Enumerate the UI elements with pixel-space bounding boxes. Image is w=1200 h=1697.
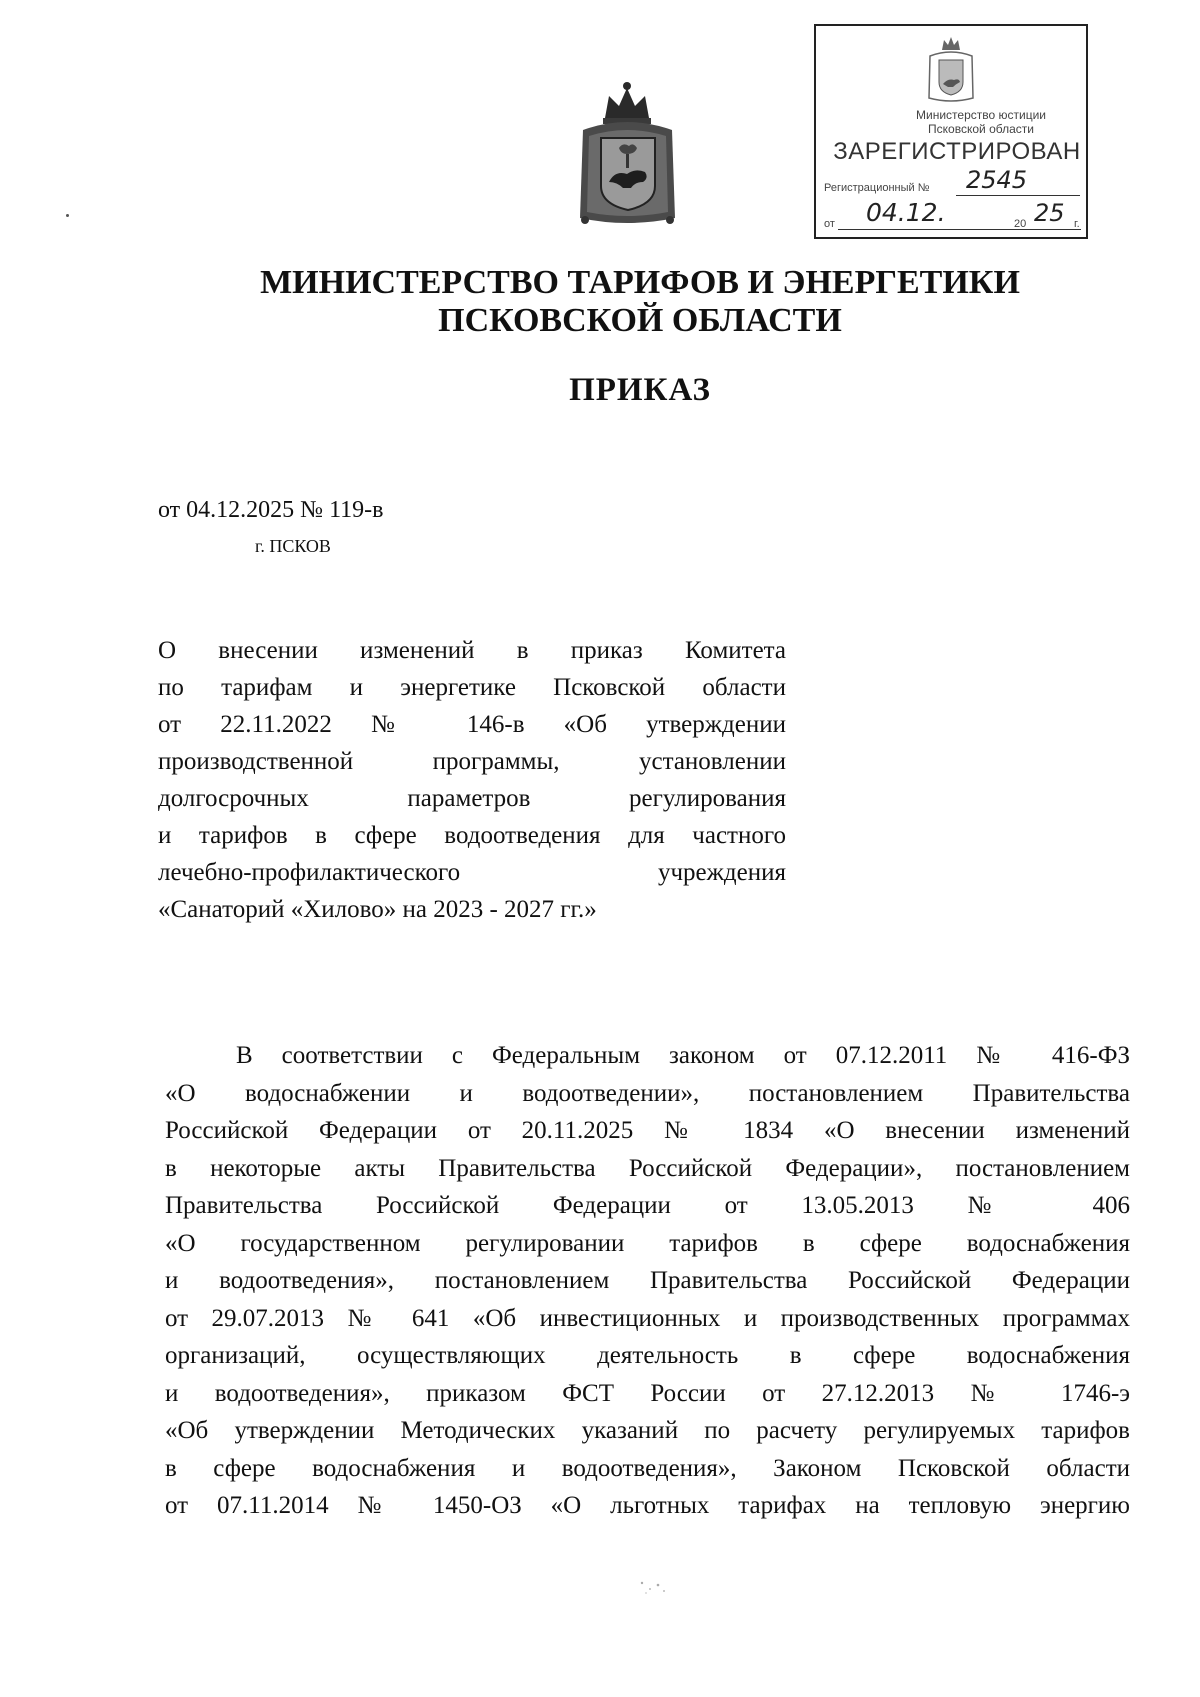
ministry-line-2: ПСКОВСКОЙ ОБЛАСТИ	[438, 302, 842, 339]
subject-line: от 22.11.2022 № 146-в «Об утверждении	[158, 711, 786, 738]
subject-line: О внесении изменений в приказ Комитета	[158, 637, 786, 664]
body-line: В соответствии с Федеральным законом от 07.12.2011 № 416-ФЗ	[236, 1042, 1130, 1069]
ministry-line-1: МИНИСТЕРСТВО ТАРИФОВ И ЭНЕРГЕТИКИ	[260, 264, 1020, 301]
body-line: в некоторые акты Правительства Российской Федерации», постановлением	[165, 1154, 1130, 1182]
subject-line: долгосрочных параметров регулирования	[158, 785, 786, 812]
stamp-status: ЗАРЕГИСТРИРОВАН	[833, 138, 1081, 165]
subject-line: по тарифам и энергетике Псковской области	[158, 674, 786, 701]
body-line: Правительства Российской Федерации от 13.05.2013 № 406	[165, 1192, 1130, 1219]
scan-smudge	[630, 1575, 680, 1600]
body-line: в сфере водоснабжения и водоотведения», Законом Псковской области	[165, 1454, 1130, 1482]
body-line: «Об утверждении Методических указаний по расчету регулируемых тарифов	[165, 1417, 1130, 1444]
stamp-underline	[838, 229, 1081, 230]
stamp-year-prefix: 20	[1014, 218, 1027, 230]
body-line: «О государственном регулировании тарифов в сфере водоснабжения	[165, 1229, 1130, 1257]
body-line: «О водоснабжении и водоотведении», постановлением Правительства	[165, 1079, 1130, 1107]
body-line: и водоотведения», приказом ФСТ России от 27.12.2013 № 1746-э	[165, 1379, 1130, 1407]
body-line: организаций, осуществляющих деятельность в сфере водоснабжения	[165, 1342, 1130, 1369]
subject-line: «Санаторий «Хилово» на 2023 - 2027 гг.»	[158, 896, 597, 923]
order-subject	[158, 632, 786, 928]
body-line: от 07.11.2014 № 1450-ОЗ «О льготных тарифах на тепловую энергию	[165, 1492, 1130, 1519]
stamp-year-unit: г.	[1074, 218, 1080, 230]
pskov-coat-of-arms-icon	[575, 78, 680, 228]
stamp-from-label: от	[824, 218, 835, 230]
stamp-date: 04.12.	[866, 198, 946, 227]
body-line: и водоотведения», постановлением Правительства Российской Федерации	[165, 1267, 1130, 1294]
subject-line: производственной программы, установлении	[158, 748, 786, 775]
body-line: от 29.07.2013 № 641 «Об инвестиционных и производственных программах	[165, 1304, 1130, 1332]
stamp-ministry: Министерство юстиции	[916, 108, 1046, 122]
ministry-heading	[200, 264, 1080, 340]
stamp-year: 25	[1034, 199, 1065, 227]
registration-stamp	[814, 24, 1088, 239]
stamp-underline	[956, 195, 1080, 196]
order-date-number: от 04.12.2025 № 119-в	[158, 497, 384, 523]
subject-line: и тарифов в сфере водоотведения для частного	[158, 822, 786, 849]
stamp-reg-number: 2545	[966, 166, 1028, 194]
stamp-coat-of-arms-icon	[926, 34, 976, 104]
order-body	[165, 1037, 1130, 1525]
stamp-reg-label: Регистрационный №	[824, 182, 930, 194]
body-line: Российской Федерации от 20.11.2025 № 1834 «О внесении изменений	[165, 1117, 1130, 1144]
order-city: г. ПСКОВ	[255, 536, 331, 556]
scan-speck	[66, 214, 69, 217]
stamp-region: Псковской области	[928, 122, 1034, 136]
document-type: ПРИКАЗ	[569, 372, 711, 408]
subject-line: лечебно-профилактического учреждения	[158, 859, 786, 886]
